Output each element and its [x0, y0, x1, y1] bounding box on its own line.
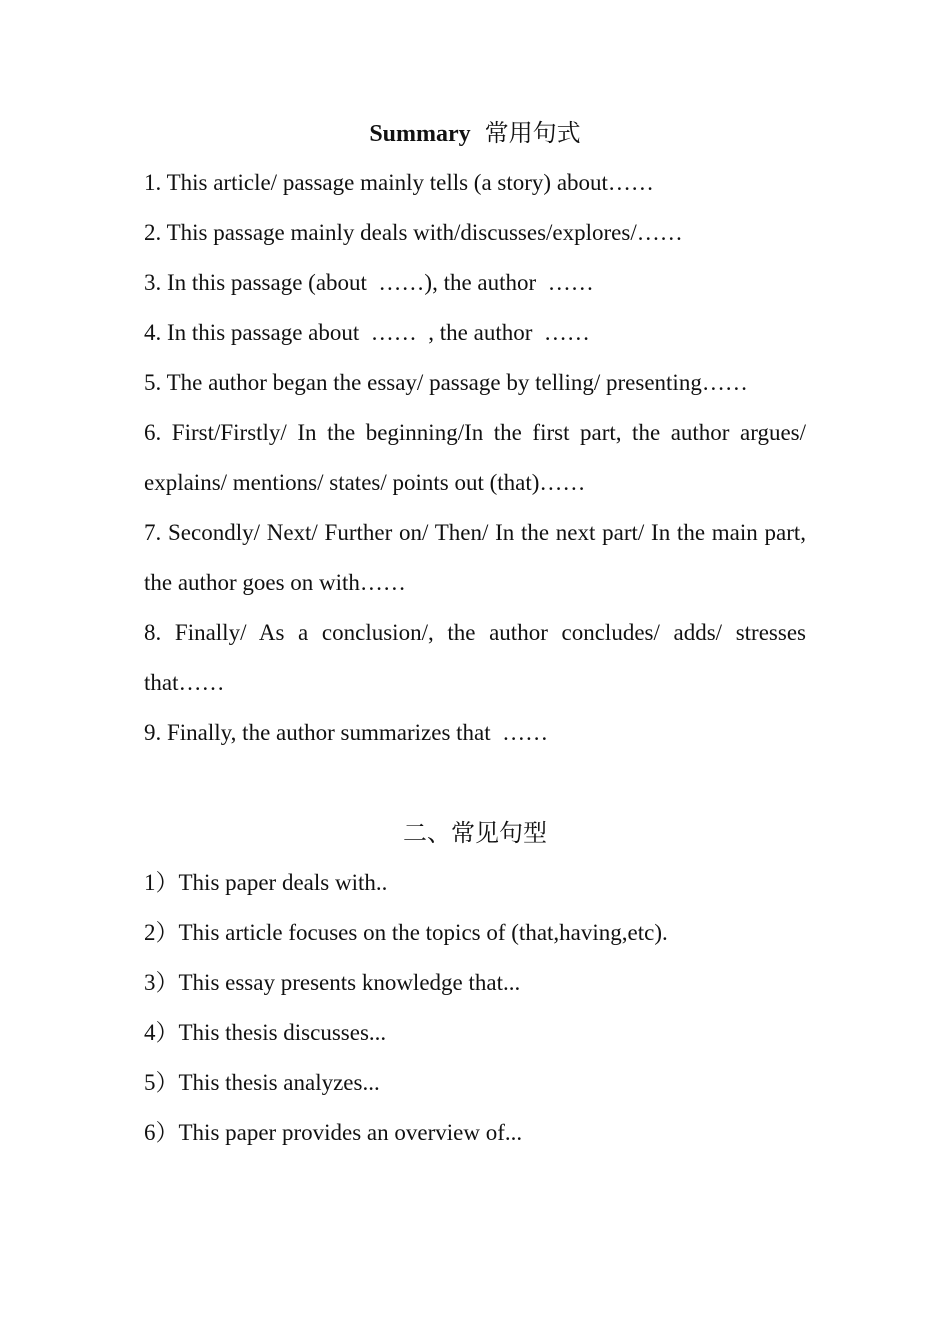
summary-item-6: 6. First/Firstly/ In the beginning/In the first part, the author argues/ explains/ mentions/ states/ points out (that)…… [144, 420, 806, 495]
summary-item-2: 2. This passage mainly deals with/discusses/explores/…… [144, 220, 683, 245]
pattern-item-3: 3）This essay presents knowledge that... [144, 970, 521, 995]
summary-item-7: 7. Secondly/ Next/ Further on/ Then/ In the next part/ In the main part, the author goes on with…… [144, 520, 806, 595]
summary-item-8: 8. Finally/ As a conclusion/, the author concludes/ adds/ stresses that…… [144, 620, 806, 695]
summary-item-5: 5. The author began the essay/ passage by telling/ presenting…… [144, 370, 748, 395]
pattern-item-4: 4）This thesis discusses... [144, 1020, 387, 1045]
section1-title-en: Summary [369, 121, 471, 147]
summary-item-3: 3. In this passage (about ……), the author …… [144, 270, 594, 295]
section1-title [144, 108, 806, 158]
section1-title-zh: 常用句式 [484, 119, 581, 147]
summary-item-4: 4. In this passage about …… , the author …… [144, 320, 590, 345]
pattern-item-5: 5）This thesis analyzes... [144, 1070, 380, 1095]
pattern-item-1: 1）This paper deals with.. [144, 870, 388, 895]
pattern-item-6: 6）This paper provides an overview of... [144, 1120, 523, 1145]
pattern-item-2: 2）This article focuses on the topics of (that,having,etc). [144, 920, 668, 945]
summary-item-9: 9. Finally, the author summarizes that …… [144, 720, 549, 745]
document-page [144, 108, 806, 1158]
summary-item-1: 1. This article/ passage mainly tells (a story) about…… [144, 170, 654, 195]
section2-title: 二、常见句型 [403, 819, 547, 847]
section-gap [144, 758, 806, 808]
